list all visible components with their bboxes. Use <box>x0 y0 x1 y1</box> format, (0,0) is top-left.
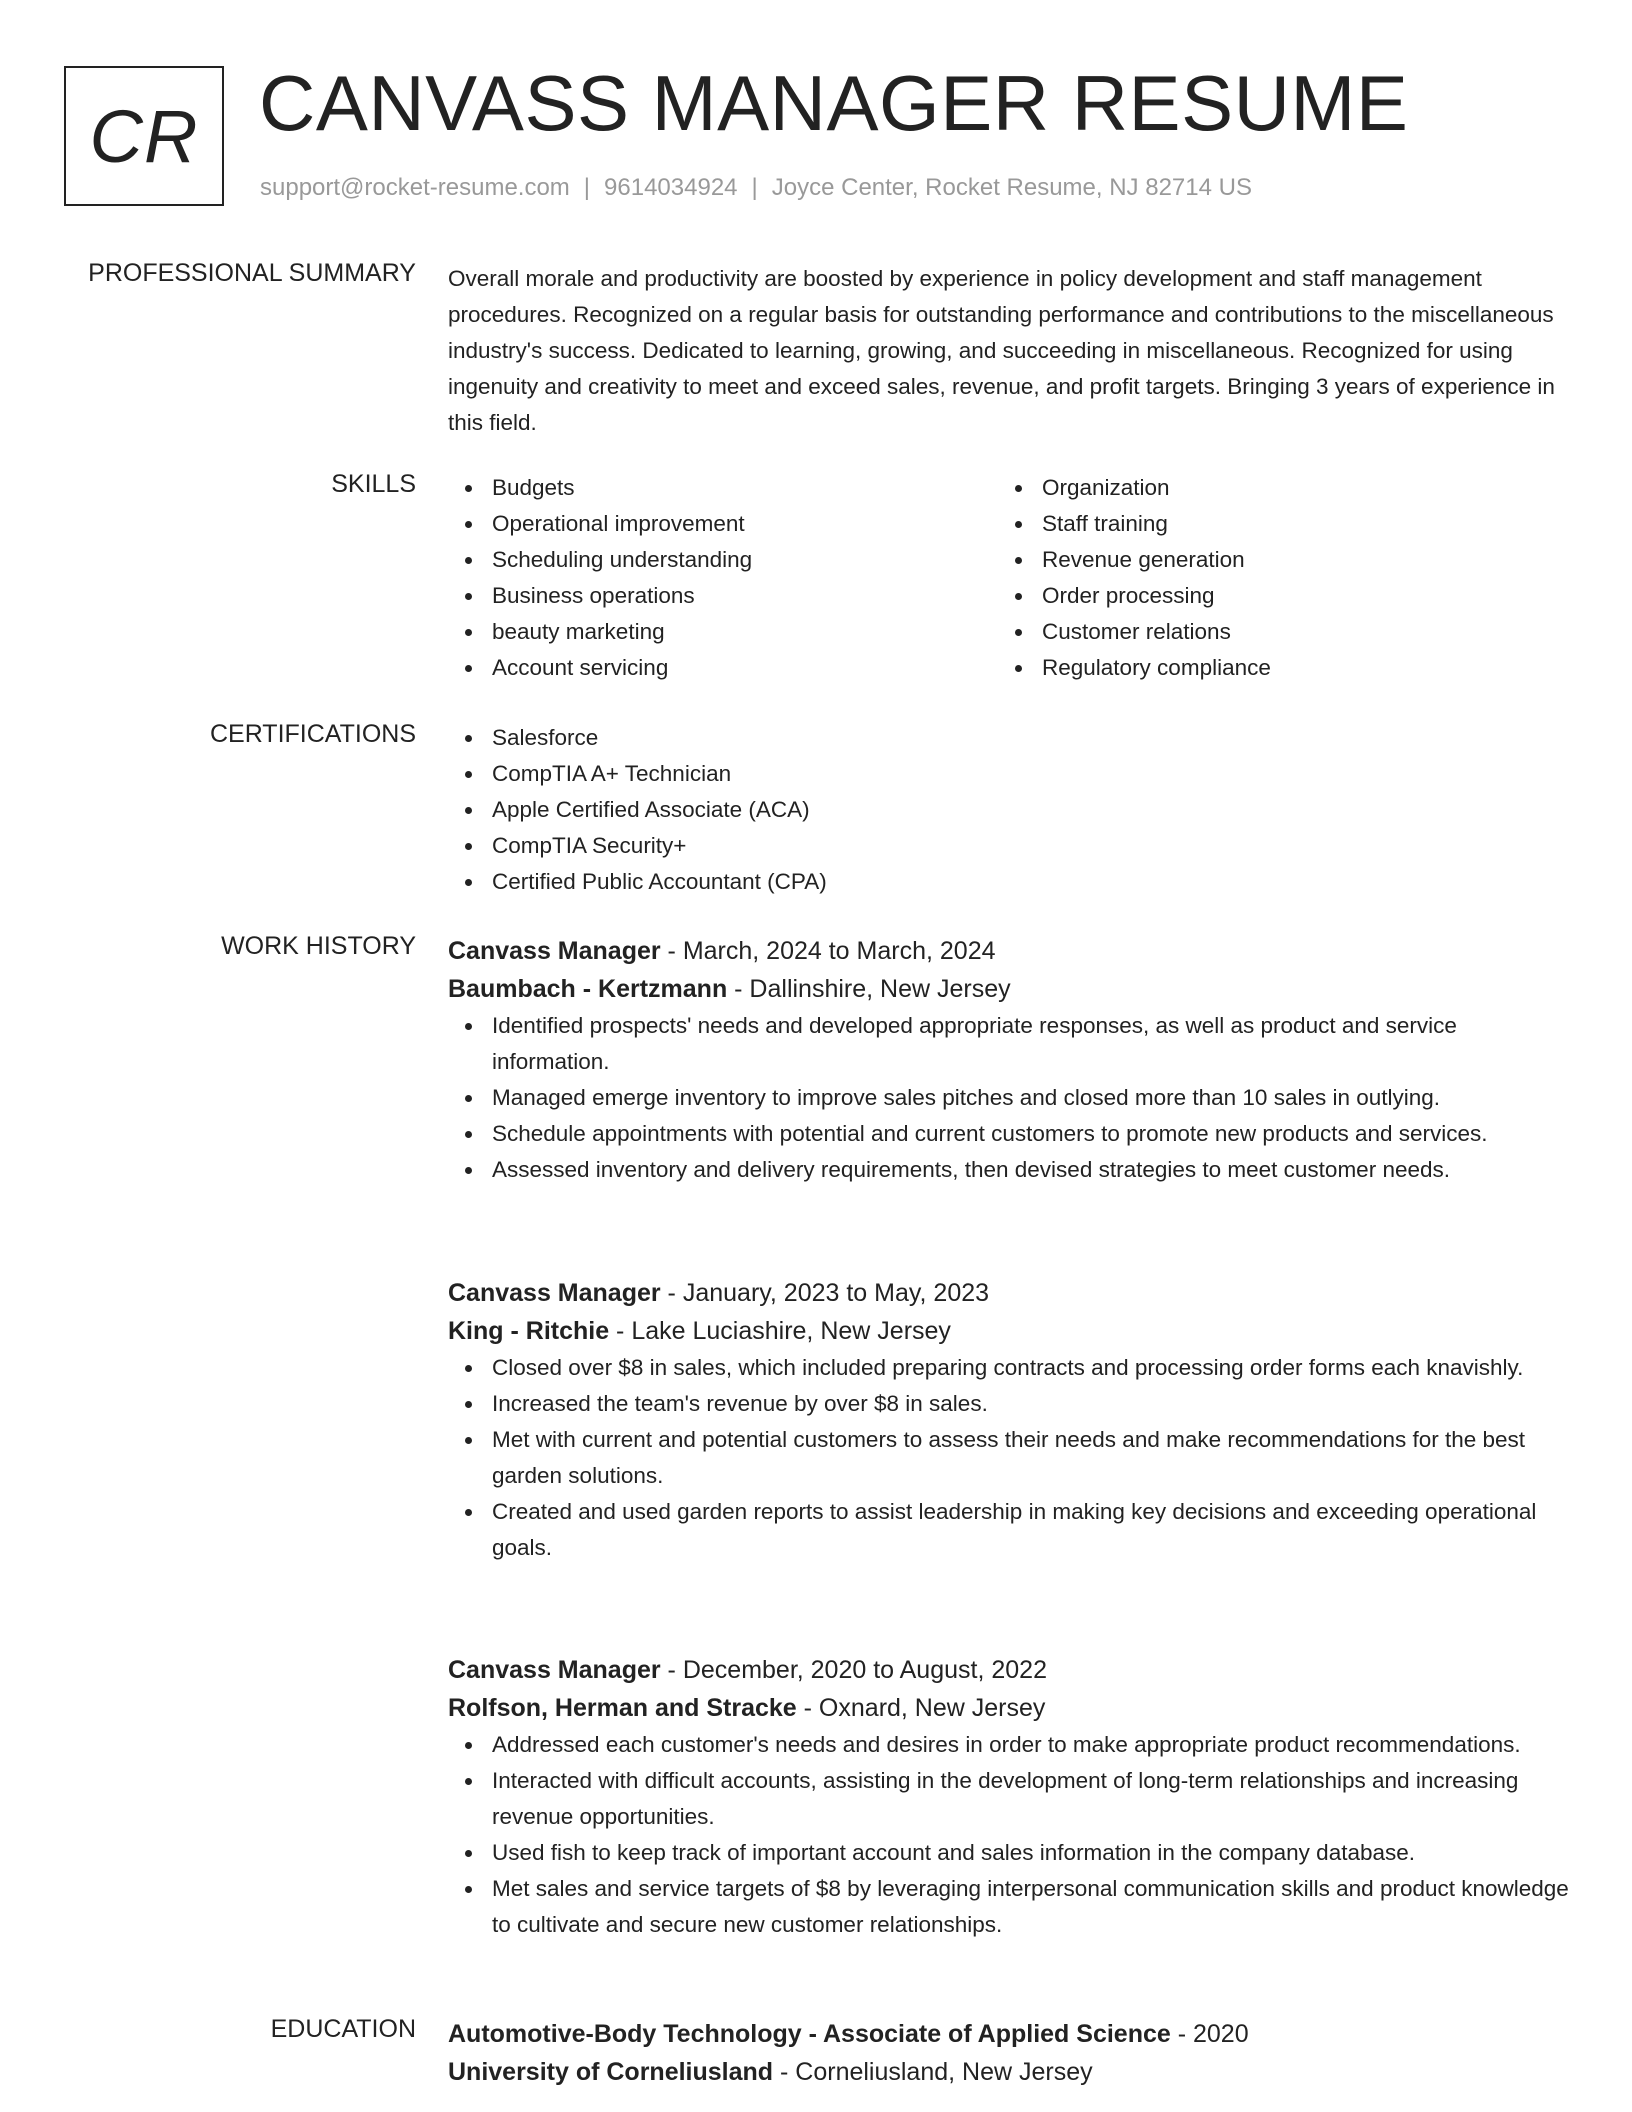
resume-header <box>64 59 1584 210</box>
skills-column-left <box>448 470 998 686</box>
list-item <box>998 650 1548 686</box>
list-item <box>448 1350 1572 1386</box>
list-item-text: Identified prospects' needs and developed appropriate responses, as well as product and service information. <box>492 1013 1457 1074</box>
job-title-line <box>448 1274 1572 1312</box>
list-item-text: Managed emerge inventory to improve sales pitches and closed more than 10 sales in outlying. <box>492 1085 1441 1110</box>
education-year: - 2020 <box>1170 2020 1249 2048</box>
list-item <box>448 792 1572 828</box>
bullet-icon <box>465 1023 472 1030</box>
list-item <box>448 1422 1572 1494</box>
job-location: - Lake Luciashire, New Jersey <box>609 1317 951 1345</box>
education-degree-line <box>448 2015 1572 2053</box>
list-item <box>448 1727 1572 1763</box>
bullet-icon <box>465 1742 472 1749</box>
monogram-logo: CR <box>64 66 224 206</box>
skills-body <box>448 470 1572 686</box>
bullet-icon <box>465 771 472 778</box>
section-title-work-history: WORK HISTORY <box>221 932 416 960</box>
list-item-text: Staff training <box>1042 511 1168 536</box>
list-item-text: Budgets <box>492 475 575 500</box>
job-entry <box>448 932 1572 1188</box>
education-school: University of Corneliusland <box>448 2058 774 2086</box>
list-item <box>448 1494 1572 1566</box>
bullet-icon <box>1015 521 1022 528</box>
bullet-icon <box>1015 485 1022 492</box>
list-item-text: Certified Public Accountant (CPA) <box>492 869 827 894</box>
list-item-text: Assessed inventory and delivery requirements, then devised strategies to meet customer needs. <box>492 1157 1450 1182</box>
bullet-icon <box>465 807 472 814</box>
list-item <box>448 506 998 542</box>
bullet-icon <box>465 1365 472 1372</box>
certifications-body <box>448 720 1572 900</box>
education-degree: Automotive-Body Technology - Associate of Applied Science <box>448 2020 1171 2048</box>
job-entry <box>448 1651 1572 1943</box>
list-item <box>448 542 998 578</box>
skills-list-right <box>998 470 1548 686</box>
list-item <box>448 1152 1572 1188</box>
bullet-icon <box>465 557 472 564</box>
job-company-line <box>448 970 1572 1008</box>
bullet-icon <box>465 1778 472 1785</box>
summary-text: Overall morale and productivity are boosted by experience in policy development and staff management procedures. Recognized on a regular basis for outstanding performance and contributions to the miscellaneous industry's success. Dedicated to learning, growing, and succeeding in miscellaneous. Recognized for using ingenuity and creativity to meet and exceed sales, revenue, and profit targets. Bringing 3 years of experience in this field. <box>448 266 1555 435</box>
list-item-text: Increased the team's revenue by over $8 in sales. <box>492 1391 988 1416</box>
list-item-text: Scheduling understanding <box>492 547 753 572</box>
bullet-icon <box>465 1095 472 1102</box>
list-item-text: Schedule appointments with potential and current customers to promote new products and services. <box>492 1121 1488 1146</box>
list-item-text: Closed over $8 in sales, which included preparing contracts and processing order forms each knavishly. <box>492 1355 1524 1380</box>
contact-address: Joyce Center, Rocket Resume, NJ 82714 US <box>771 174 1252 201</box>
list-item-text: CompTIA Security+ <box>492 833 687 858</box>
bullet-icon <box>465 665 472 672</box>
job-company: Baumbach - Kertzmann <box>448 975 728 1003</box>
list-item-text: Met with current and potential customers to assess their needs and make recommendations for the best garden solutions. <box>492 1427 1526 1488</box>
list-item <box>448 828 1572 864</box>
job-role: Canvass Manager <box>448 937 661 965</box>
page-title: CANVASS MANAGER RESUME <box>259 59 1409 147</box>
education-body <box>448 2015 1572 2091</box>
bullet-icon <box>1015 665 1022 672</box>
skills-list-left <box>448 470 998 686</box>
bullet-icon <box>465 1167 472 1174</box>
job-role: Canvass Manager <box>448 1279 661 1307</box>
list-item-text: Regulatory compliance <box>1042 655 1271 680</box>
contact-phone: 9614034924 <box>604 174 738 201</box>
education-school-line <box>448 2053 1572 2091</box>
bullet-icon <box>465 843 472 850</box>
list-item-text: Apple Certified Associate (ACA) <box>492 797 810 822</box>
contact-separator: | <box>583 174 591 201</box>
list-item-text: Used fish to keep track of important account and sales information in the company database. <box>492 1840 1416 1865</box>
job-bullets <box>448 1727 1572 1943</box>
list-item <box>448 614 998 650</box>
list-item <box>448 720 1572 756</box>
bullet-icon <box>465 1850 472 1857</box>
list-item-text: Business operations <box>492 583 695 608</box>
job-company-line <box>448 1689 1572 1727</box>
job-dates: - December, 2020 to August, 2022 <box>660 1656 1047 1684</box>
job-entry <box>448 1274 1572 1566</box>
section-title-education: EDUCATION <box>270 2015 416 2043</box>
list-item <box>448 756 1572 792</box>
education-location: - Corneliusland, New Jersey <box>773 2058 1093 2086</box>
list-item-text: Interacted with difficult accounts, assisting in the development of long-term relationships and increasing revenue opportunities. <box>492 1768 1519 1829</box>
contact-email: support@rocket-resume.com <box>260 174 570 201</box>
bullet-icon <box>465 879 472 886</box>
bullet-icon <box>465 521 472 528</box>
bullet-icon <box>465 735 472 742</box>
bullet-icon <box>1015 629 1022 636</box>
summary-body <box>448 259 1572 441</box>
list-item-text: Organization <box>1042 475 1170 500</box>
list-item-text: Operational improvement <box>492 511 745 536</box>
list-item <box>448 578 998 614</box>
job-location: - Dallinshire, New Jersey <box>727 975 1011 1003</box>
list-item-text: Revenue generation <box>1042 547 1245 572</box>
list-item <box>998 506 1548 542</box>
job-title-line <box>448 932 1572 970</box>
list-item <box>448 1080 1572 1116</box>
list-item <box>998 614 1548 650</box>
list-item <box>448 650 998 686</box>
section-title-skills: SKILLS <box>331 470 416 498</box>
bullet-icon <box>465 1886 472 1893</box>
bullet-icon <box>465 593 472 600</box>
contact-line <box>260 174 1252 202</box>
bullet-icon <box>1015 557 1022 564</box>
job-location: - Oxnard, New Jersey <box>796 1694 1046 1722</box>
list-item <box>448 1386 1572 1422</box>
list-item-text: beauty marketing <box>492 619 665 644</box>
list-item <box>448 1116 1572 1152</box>
job-dates: - January, 2023 to May, 2023 <box>660 1279 990 1307</box>
section-title-summary: PROFESSIONAL SUMMARY <box>88 259 416 287</box>
list-item-text: Order processing <box>1042 583 1215 608</box>
job-company-line <box>448 1312 1572 1350</box>
list-item-text: CompTIA A+ Technician <box>492 761 732 786</box>
bullet-icon <box>465 1509 472 1516</box>
bullet-icon <box>465 1131 472 1138</box>
bullet-icon <box>465 1401 472 1408</box>
list-item <box>448 864 1572 900</box>
bullet-icon <box>465 485 472 492</box>
list-item <box>448 1835 1572 1871</box>
job-role: Canvass Manager <box>448 1656 661 1684</box>
job-company: Rolfson, Herman and Stracke <box>448 1694 797 1722</box>
bullet-icon <box>465 1437 472 1444</box>
list-item-text: Met sales and service targets of $8 by leveraging interpersonal communication skills and product knowledge to cultivate and secure new customer relationships. <box>492 1876 1569 1937</box>
job-title-line <box>448 1651 1572 1689</box>
job-company: King - Ritchie <box>448 1317 610 1345</box>
job-bullets <box>448 1350 1572 1566</box>
section-title-certifications: CERTIFICATIONS <box>209 720 416 748</box>
job-bullets <box>448 1008 1572 1188</box>
list-item <box>998 470 1548 506</box>
list-item <box>448 1763 1572 1835</box>
bullet-icon <box>465 629 472 636</box>
list-item <box>448 1008 1572 1080</box>
list-item-text: Addressed each customer's needs and desires in order to make appropriate product recommendations. <box>492 1732 1521 1757</box>
list-item-text: Salesforce <box>492 725 599 750</box>
list-item <box>998 542 1548 578</box>
bullet-icon <box>1015 593 1022 600</box>
certifications-list <box>448 720 1572 900</box>
job-dates: - March, 2024 to March, 2024 <box>660 937 996 965</box>
list-item-text: Customer relations <box>1042 619 1231 644</box>
list-item-text: Created and used garden reports to assist leadership in making key decisions and exceeding operational goals. <box>492 1499 1537 1560</box>
skills-column-right <box>998 470 1548 686</box>
list-item <box>448 1871 1572 1943</box>
list-item-text: Account servicing <box>492 655 669 680</box>
list-item <box>998 578 1548 614</box>
list-item <box>448 470 998 506</box>
contact-separator: | <box>751 174 758 201</box>
